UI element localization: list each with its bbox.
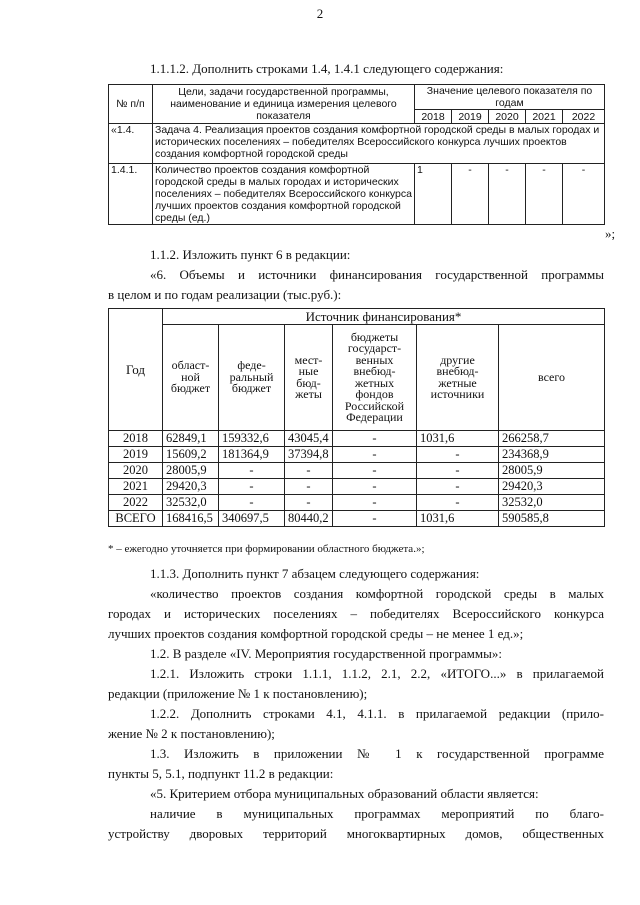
indicator-value: - [452,164,489,225]
value-cell: 32532,0 [163,495,219,511]
year-cell: 2021 [109,479,163,495]
indicator-text: Количество проектов создания комфортной городской среды в малых городах и исторических поселениях – победителях Всероссийского конкурса лучших проектов создания комфортной городской среды (ед.) [153,164,415,225]
value-cell: - [219,463,285,479]
value-cell: 340697,5 [219,511,285,527]
header-regional-budget: област-ной бюджет [163,325,219,431]
row-number: «1.4. [109,124,153,164]
value-cell: - [285,495,333,511]
header-year: 2021 [526,110,563,124]
year-cell: 2020 [109,463,163,479]
year-cell: 2018 [109,431,163,447]
body-line: «5. Критерием отбора муниципальных образований области является: [150,786,539,801]
indicators-table [108,84,605,225]
value-cell: - [219,495,285,511]
value-cell: 590585,8 [499,511,605,527]
footnote: * – ежегодно уточняется при формировании областного бюджета.»; [108,543,425,555]
body-line: 1.1.3. Дополнить пункт 7 абзацем следующего содержания: [150,566,480,581]
header-other-sources: другие внебюд-жетные источники [417,325,499,431]
value-cell: 29420,3 [163,479,219,495]
body-line: редакции (приложение № 1 к постановлению); [108,686,368,701]
indicator-value: - [563,164,605,225]
header-extrabudgetary-funds: бюджеты государст-венных внебюд-жетных фондов Российской Федерации [333,325,417,431]
value-cell: - [417,479,499,495]
value-cell: - [333,495,417,511]
body-line: 1.2. В разделе «IV. Мероприятия государственной программы»: [150,646,502,661]
body-line: наличие в муниципальных программах мероприятий по благо- [150,806,604,821]
value-cell: - [417,447,499,463]
indicator-value: 1 [415,164,452,225]
indicator-value: - [526,164,563,225]
body-line: городах и исторических поселениях – победителях Всероссийского конкурса [108,606,604,621]
body-line: «количество проектов создания комфортной городской среды в малых [150,586,604,601]
table-row [109,164,605,225]
value-cell: 62849,1 [163,431,219,447]
table-row [109,463,605,479]
body-line: пункты 5, 5.1, подпункт 11.2 в редакции: [108,766,334,781]
value-cell: - [417,463,499,479]
body-line: устройству дворовых территорий многоквартирных домов, общественных [108,826,604,841]
body-line: 1.3. Изложить в приложении № 1 к государственной программе [150,746,604,761]
value-cell: - [285,479,333,495]
row-number: 1.4.1. [109,164,153,225]
value-cell: 159332,6 [219,431,285,447]
value-cell: 168416,5 [163,511,219,527]
header-goals: Цели, задачи государственной программы, наименование и единица измерения целевого показателя [153,85,415,124]
task-text: Задача 4. Реализация проектов создания комфортной городской среды в малых городах и исторических поселениях – победителях Всероссийского конкурса лучших проектов создания комфортной городской среды [153,124,605,164]
header-total: всего [499,325,605,431]
value-cell: - [333,479,417,495]
paragraph-6-line: «6. Объемы и источники финансирования государственной программы [150,267,604,282]
header-year: 2018 [415,110,452,124]
year-cell: ВСЕГО [109,511,163,527]
value-cell: 37394,8 [285,447,333,463]
header-year-col: Год [109,309,163,431]
value-cell: - [417,495,499,511]
paragraph-1-1-1-2: 1.1.1.2. Дополнить строками 1.4, 1.4.1 следующего содержания: [150,61,504,76]
value-cell: - [333,431,417,447]
table-row [109,447,605,463]
value-cell: - [219,479,285,495]
value-cell: 28005,9 [499,463,605,479]
value-cell: 32532,0 [499,495,605,511]
body-line: 1.2.2. Дополнить строками 4.1, 4.1.1. в прилагаемой редакции (прило- [150,706,604,721]
paragraph-6-line: в целом и по годам реализации (тыс.руб.): [108,287,342,302]
value-cell: 1031,6 [417,511,499,527]
value-cell: 43045,4 [285,431,333,447]
header-year: 2020 [489,110,526,124]
header-local-budgets: мест-ные бюд-жеты [285,325,333,431]
header-funding-source: Источник финансирования* [163,309,605,325]
table-row [109,431,605,447]
header-federal-budget: феде-ральный бюджет [219,325,285,431]
header-number: № п/п [109,85,153,124]
header-year: 2022 [563,110,605,124]
header-year: 2019 [452,110,489,124]
value-cell: 234368,9 [499,447,605,463]
value-cell: 1031,6 [417,431,499,447]
value-cell: 29420,3 [499,479,605,495]
value-cell: 80440,2 [285,511,333,527]
table-row [109,479,605,495]
paragraph-1-1-2: 1.1.2. Изложить пункт 6 в редакции: [150,247,351,262]
year-cell: 2022 [109,495,163,511]
value-cell: 28005,9 [163,463,219,479]
table-closing-quote: »; [605,226,616,241]
indicator-value: - [489,164,526,225]
value-cell: - [333,511,417,527]
table-row [109,495,605,511]
year-cell: 2019 [109,447,163,463]
value-cell: - [333,447,417,463]
header-target-values: Значение целевого показателя по годам [415,85,605,110]
value-cell: - [333,463,417,479]
value-cell: 181364,9 [219,447,285,463]
body-line: 1.2.1. Изложить строки 1.1.1, 1.1.2, 2.1, 2.2, «ИТОГО...» в прилагаемой [150,666,604,681]
body-line: лучших проектов создания комфортной городской среды – не менее 1 ед.»; [108,626,524,641]
body-line: жение № 2 к постановлению); [108,726,275,741]
value-cell: 266258,7 [499,431,605,447]
table-row-total [109,511,605,527]
value-cell: 15609,2 [163,447,219,463]
financing-table [108,308,605,527]
value-cell: - [285,463,333,479]
table-row [109,124,605,164]
page-number: 2 [316,6,324,21]
